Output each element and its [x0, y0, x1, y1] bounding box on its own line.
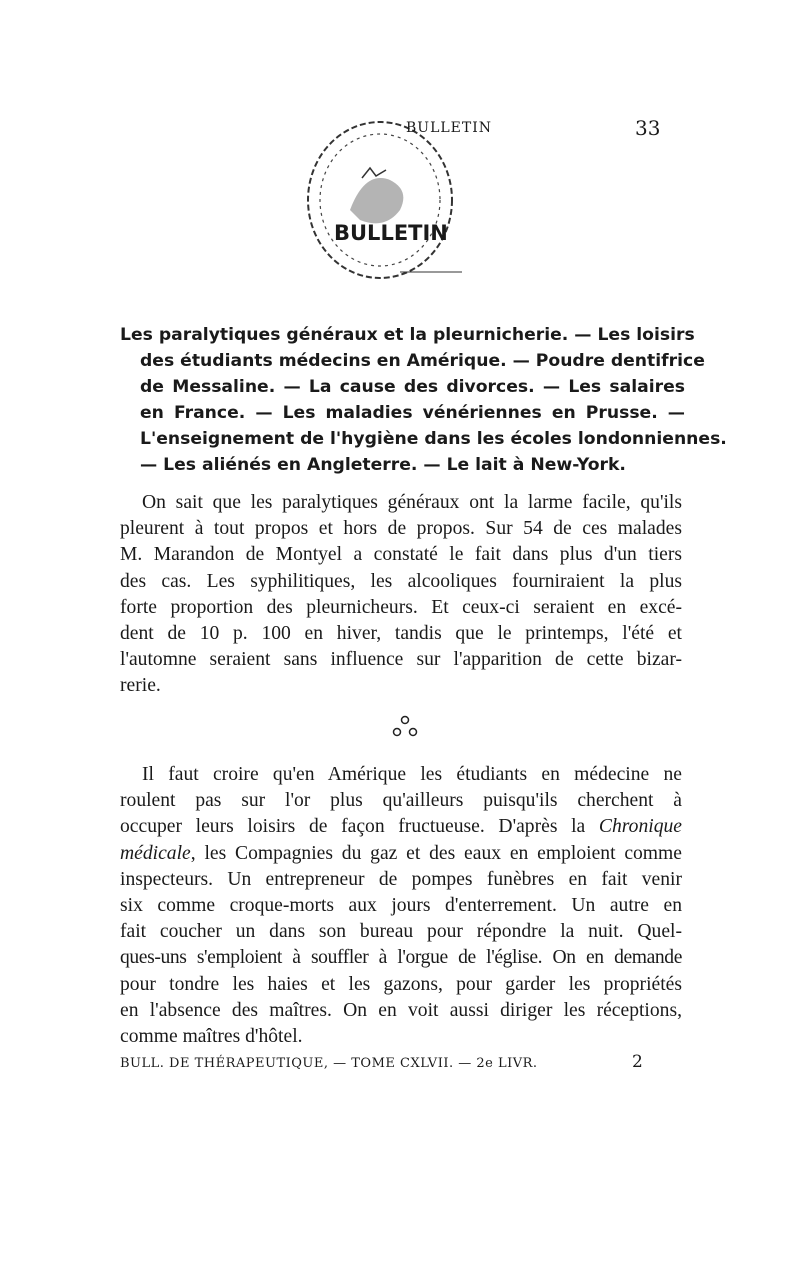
- text-line: [120, 841, 682, 867]
- text-line: inspecteurs. Un entrepreneur de pompes funèbres en fait venir: [120, 868, 682, 890]
- summary-line: Les paralytiques généraux et la pleurnicherie. — Les loisirs: [120, 325, 695, 345]
- footer-signature: BULL. DE THÉRAPEUTIQUE, — TOME CXLVII. — 2e LIVR.: [120, 1056, 538, 1071]
- sheet-number: 2: [632, 1052, 644, 1072]
- text-line: fait coucher un dans son bureau pour répondre la nuit. Quel-: [120, 921, 682, 943]
- stamp-center-word: BULLETIN: [334, 221, 448, 245]
- summary-line: en France. — Les maladies vénériennes en Prusse. —: [140, 403, 685, 423]
- text-line: en l'absence des maîtres. On en voit aussi diriger les réceptions,: [120, 999, 682, 1021]
- summary-line: — Les aliénés en Angleterre. — Le lait à New-York.: [140, 455, 626, 475]
- text-line: pour tondre les haies et les gazons, pour garder les propriétés: [120, 973, 682, 995]
- journal-title: Chronique: [598, 816, 682, 838]
- journal-title: médicale: [120, 842, 191, 864]
- text-segment: occuper leurs loisirs de façon fructueuse. D'après la: [120, 816, 599, 838]
- text-line: roulent pas sur l'or plus qu'ailleurs puisqu'ils cherchent à: [120, 790, 682, 812]
- summary-line: L'enseignement de l'hygiène dans les écoles londonniennes.: [140, 429, 727, 449]
- summary-line: des étudiants médecins en Amérique. — Poudre dentifrice: [140, 351, 705, 371]
- paragraph-etudiants: [120, 762, 682, 1050]
- text-segment: , les Compagnies du gaz et des eaux en emploient comme: [190, 842, 682, 864]
- text-line: dent de 10 p. 100 en hiver, tandis que le printemps, l'été et: [120, 623, 682, 645]
- text-line: ques-uns s'emploient à souffler à l'orgue de l'église. On en demande: [120, 947, 682, 969]
- text-line: comme maîtres d'hôtel.: [120, 1026, 303, 1048]
- article-summary: [120, 322, 727, 478]
- text-line: forte proportion des pleurnicheurs. Et ceux-ci seraient en excé-: [120, 596, 682, 618]
- asterism-separator: [385, 712, 425, 742]
- summary-line: de Messaline. — La cause des divorces. — Les salaires: [140, 377, 685, 397]
- text-line: six comme croque-morts aux jours d'enterrement. Un autre en: [120, 895, 682, 917]
- paragraph-paralytiques: [120, 490, 682, 700]
- signature-footer: [120, 1052, 680, 1082]
- text-line: pleurent à tout propos et hors de propos. Sur 54 de ces malades: [120, 518, 682, 540]
- text-line: des cas. Les syphilitiques, les alcooliques fourniraient la plus: [120, 570, 682, 592]
- text-line: l'automne seraient sans influence sur l'apparition de cette bizar-: [120, 649, 682, 671]
- text-line: On sait que les paralytiques généraux ont la larme facile, qu'ils: [142, 492, 682, 513]
- text-line: Il faut croire qu'en Amérique les étudiants en médecine ne: [142, 764, 682, 785]
- text-line: M. Marandon de Montyel a constaté le fait dans plus d'un tiers: [120, 544, 682, 566]
- text-line: [120, 814, 682, 840]
- running-head: [300, 112, 680, 152]
- page-number: 33: [635, 116, 661, 140]
- running-title: BULLETIN: [406, 120, 493, 136]
- text-line: rerie.: [120, 675, 161, 697]
